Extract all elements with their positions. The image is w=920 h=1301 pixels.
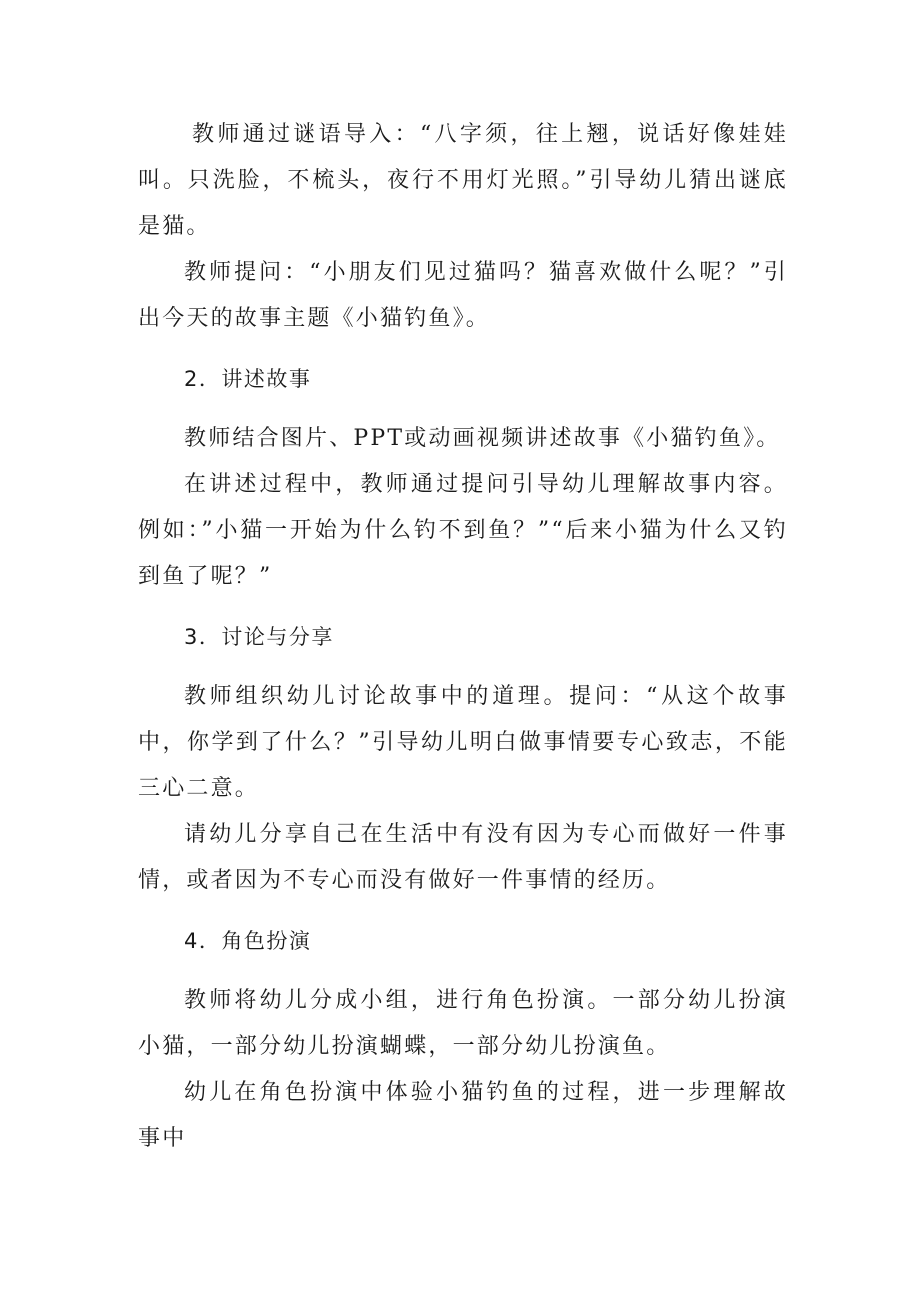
section-heading-storytelling: 2．讲述故事 (184, 367, 312, 391)
paragraph-discussion-moral: 教师组织幼儿讨论故事中的道理。提问：“从这个故事中，你学到了什么？”引导幼儿明白做事情要专心致志，不能三心二意。 (138, 684, 788, 801)
section-heading-discussion: 3．讨论与分享 (184, 625, 334, 649)
paragraph-role-groups: 教师将幼儿分成小组，进行角色扮演。一部分幼儿扮演小猫，一部分幼儿扮演蝴蝶，一部分幼儿扮演鱼。 (138, 988, 788, 1059)
paragraph-riddle-intro: 教师通过谜语导入：“八字须，往上翘，说话好像娃娃叫。只洗脸，不梳头，夜行不用灯光照。”引导幼儿猜出谜底是猫。 (138, 122, 788, 239)
paragraph-role-experience: 幼儿在角色扮演中体验小猫钓鱼的过程，进一步理解故事中 (138, 1080, 788, 1151)
paragraph-sharing-experience: 请幼儿分享自己在生活中有没有因为专心而做好一件事情，或者因为不专心而没有做好一件事情的经历。 (138, 822, 788, 893)
document-body (138, 112, 788, 1162)
paragraph-story-questions: 在讲述过程中，教师通过提问引导幼儿理解故事内容。例如：”小猫一开始为什么钓不到鱼？”“后来小猫为什么又钓到鱼了呢？” (138, 472, 788, 589)
section-heading-role-play: 4．角色扮演 (184, 929, 312, 953)
paragraph-teacher-question: 教师提问：“小朋友们见过猫吗？猫喜欢做什么呢？”引出今天的故事主题《小猫钓鱼》。 (138, 260, 788, 331)
paragraph-story-media: 教师结合图片、PPT或动画视频讲述故事《小猫钓鱼》。 (184, 426, 781, 451)
